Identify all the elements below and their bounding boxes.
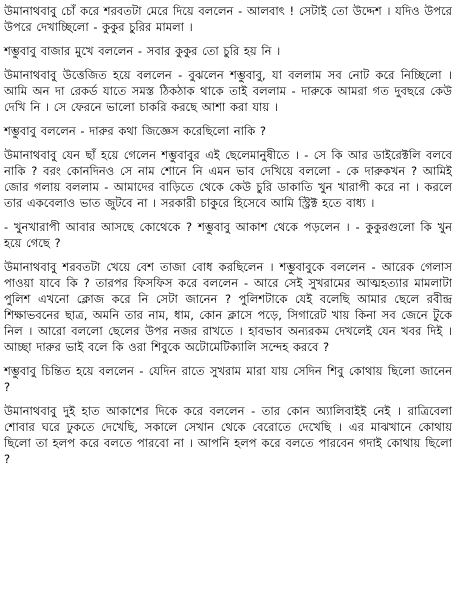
paragraph-1: উমানাথবাবু চোঁ করে শরবতটা মেরে দিয়ে বললেন - আলবাৎ ! সেটাই তো উদ্দেশ । যদিও উপরে উপরে দেখাচ্ছিলো - কুকুর চুরির মামলা ।: [4, 4, 452, 34]
paragraph-9: উমানাথবাবু দুই হাত আকাশের দিকে করে বললেন - তার কোন অ্যালিবাইই নেই । রাত্রিবেলা শোবার ঘরে ঢুকতে দেখেছি, সকালে সেখান থেকে বেরোতে দেখেছি । এর মাঝখানে কোথায় ছিলো তা হলপ করে বলতে পারবো না । আপনি হলপ করে বলতে পারবেন গদাই কোথায় ছিলো ?: [4, 404, 452, 466]
paragraph-4: শম্ভুবাবু বললেন - দারুর কথা জিজ্ঞেস করেছিলো নাকি ?: [4, 124, 267, 138]
paragraph-2: শম্ভুবাবু বাজার মুখে বললেন - সবার কুকুর তো চুরি হয় নি ।: [4, 44, 281, 58]
paragraph-5: উমানাথবাবু যেন ছাঁ হয়ে গেলেন শম্ভুবাবুর এই ছেলেমানুষীতে । - সে কি আর ডাইরেক্টলি বলবে নাকি ? বরং কোনদিনও সে নাম শোনে নি এমন ভাব দেখিয়ে বললো - কে দারুকখন ? আমিই জোর গলায় বললাম - আমাদের বাড়িতে থেকে কেউ চুরি ডাকাতি খুন খারাপী করে না । করলে তার একবেলাও ভাত জুটবে না । সরকারী চাকুরে হিসেবে আমি স্ট্রিক্ট হতে বাধ্য ।: [4, 148, 452, 210]
paragraph-3: উমানাথবাবু উত্তেজিত হয়ে বললেন - বুঝলেন শম্ভুবাবু, যা বললাম সব নোট করে নিচ্ছিলো । আমি অন দা রেকর্ড যাতে সমস্ত ঠিকঠাক থাকে তাই বললাম - দারুকে আমরা গত দুবছরে কেউ দেখি নি । সে ফেরনে ভালো চাকরি করছে আশা করা যায় ।: [4, 68, 452, 114]
paragraph-7: উমানাথবাবু শরবতটা খেয়ে বেশ তাজা বোধ করছিলেন । শম্ভুবাবুকে বললেন - আরেক গেলাস পাওয়া যাবে কি ? তারপর ফিসফিস করে বললেন - আরে সেই সুখরামের আত্মহত্যার মামলাটা পুলিশ এখনো ক্লোজ করে নি সেটা জানেন ? পুলিশটাকে যেই বলেছি আমার ছেলে রবীন্দ্র শিক্ষাভবনের ছাত্র, অমনি তার নাম, ধাম, কোন ক্লাসে পড়ে, সিগারেট খায় কিনা সব জেনে টুকে নিল । আরো বললো ছেলের উপর নজর রাখতে । হাবভাব অন্যরকম দেখলেই যেন খবর দিই । আচ্ছা দারুর ভাই বলে কি ওরা শিবুকে অটোমেটিক্যালি সন্দেহ করবে ?: [4, 260, 452, 354]
paragraph-8: শম্ভুবাবু চিন্তিত হয়ে বললেন - যেদিন রাতে সুখরাম মারা যায় সেদিন শিবু কোথায় ছিলো জানেন ?: [4, 364, 452, 394]
paragraph-6: - খুনখারাপী আবার আসছে কোথেকে ? শম্ভুবাবু আকাশ থেকে পড়লেন । - কুকুরগুলো কি খুন হয়ে গেছে ?: [4, 220, 452, 250]
